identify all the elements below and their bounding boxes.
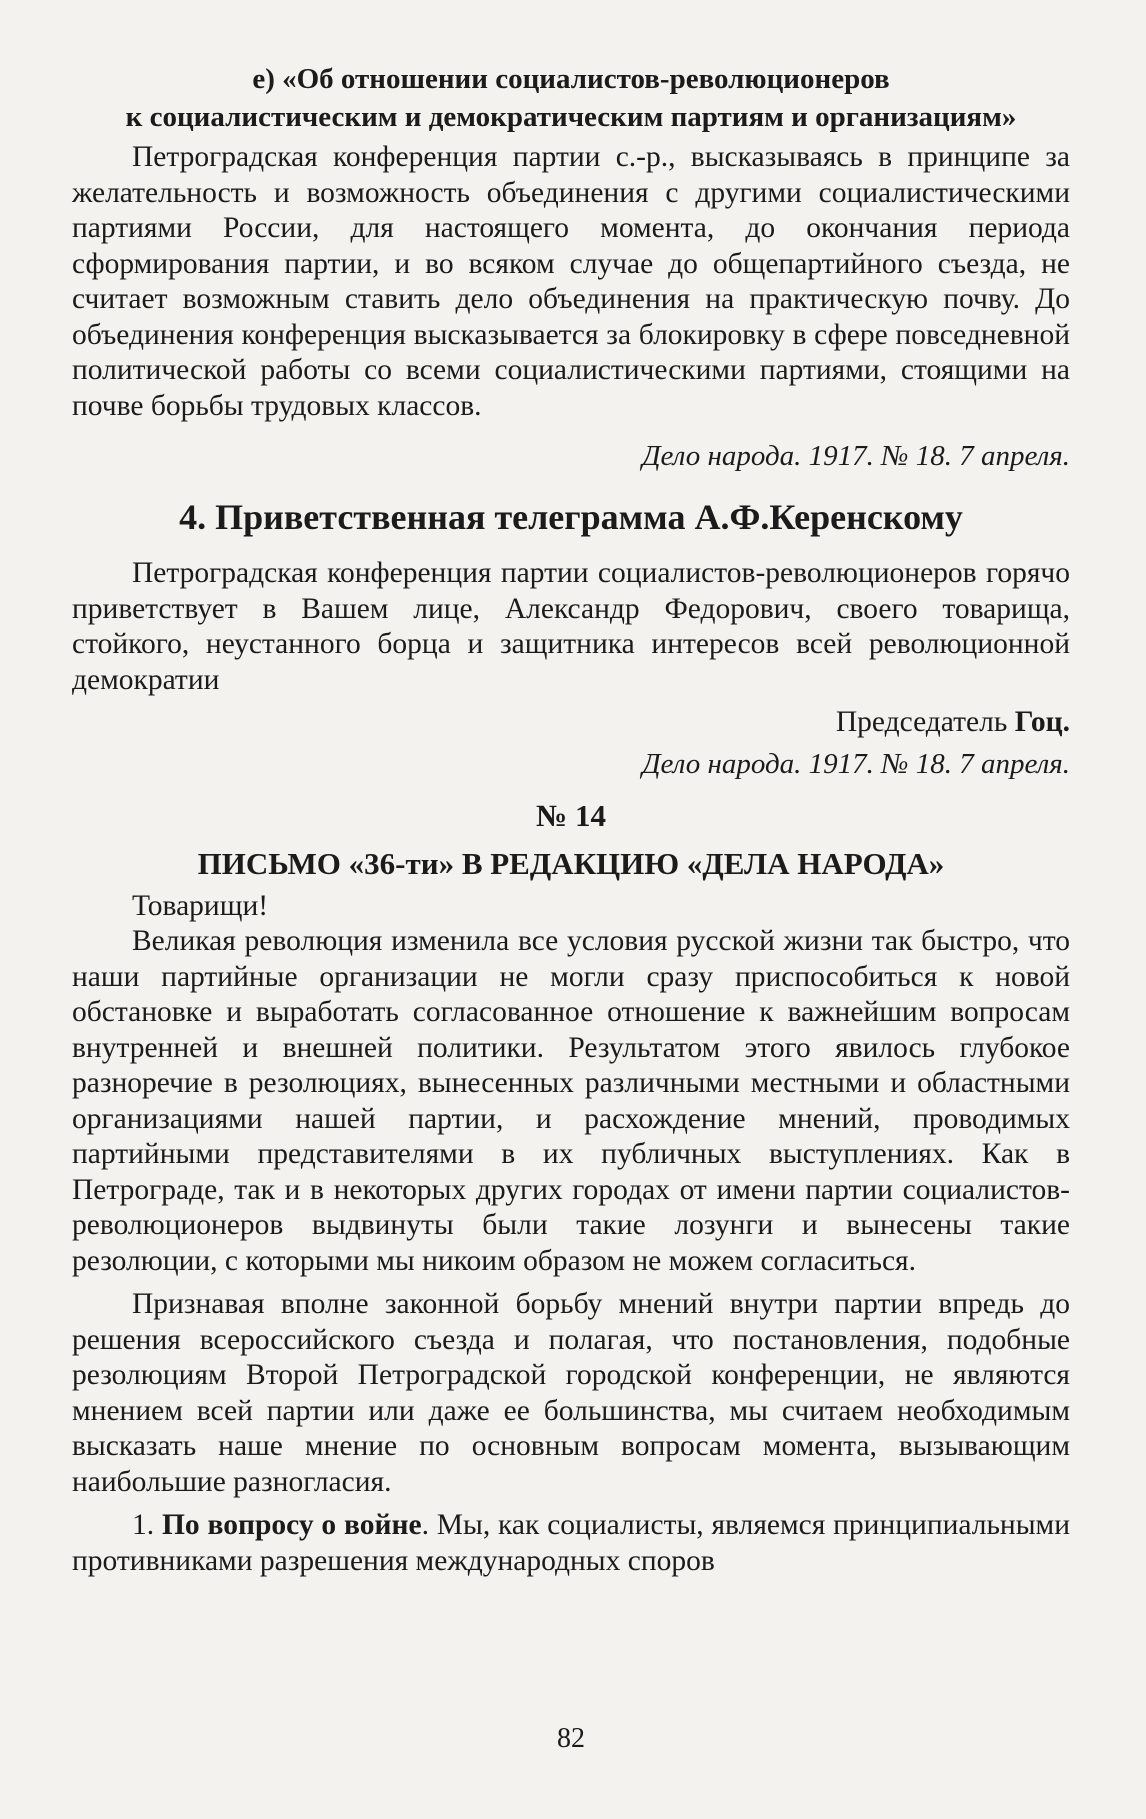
letter-paragraph-1: Великая революция изменила все условия русской жизни так быстро, что наши партийные организации не могли сразу приспособиться к новой обстановке и выработать согласованное отношение к важнейшим вопросам внутренней и внешней политики. Результатом этого явилось глубокое разноречие в резолюциях, вынесенных различными местными и областными организациями нашей партии, и расхождение мнений, проводимых партийными представителями в их публичных выступлениях. Как в Петрограде, так и в некоторых других городах от имени партии социалистов-революционеров выдвинуты были такие лозунги и вынесены такие резолюции, с которыми мы никоим образом не можем согласиться. (72, 925, 1070, 1277)
signature-name: Гоц. (1014, 706, 1070, 738)
paragraph-3-bold-lead: По вопросу о войне (161, 1509, 422, 1541)
letter-paragraph-2: Признавая вполне законной борьбу мнений внутри партии впредь до решения всероссийского съезда и полагая, что постановления, подобные резолюциям Второй Петроградской городской конференции, не являются мнением всей партии или даже ее большинства, мы считаем необходимым высказать наше мнение по основным вопросам момента, вызывающим наибольшие разногласия. (72, 1288, 1070, 1498)
paragraph-3-number: 1. (132, 1509, 162, 1541)
document-title: ПИСЬМО «36-ти» В РЕДАКЦИЮ «ДЕЛА НАРОДА» (197, 846, 945, 881)
letter-greeting: Товарищи! (132, 890, 269, 922)
paragraph-3-text: . Мы, как социалисты, являемся принципиальными противниками разрешения международных споров (72, 1509, 1070, 1577)
section-e-body: Петроградская конференция партии с.-р., высказываясь в принципе за желательность и возможность объединения с другими социалистическими партиями России, для настоящего момента, до окончания периода сформирования партии, и во всяком случае до общепартийного съезда, не считает возможным ставить дело объединения на практическую почву. До объединения конференция высказывается за блокировку в сфере повседневной политической работы со всеми социалистическими партиями, стоящими на почве борьбы трудовых классов. (72, 141, 1070, 422)
signature-role: Председатель (835, 706, 1015, 738)
document-number: № 14 (536, 798, 606, 833)
section-e-heading-line2: к социалистическим и демократическим партиям и организациям» (125, 101, 1017, 133)
document-page (72, 60, 1070, 1780)
section-4-body: Петроградская конференция партии социалистов-революционеров горячо приветствует в Вашем лице, Александр Федорович, своего товарища, стойкого, неустанного борца и защитника интересов всей революционной демократии (72, 557, 1070, 696)
section-4-heading: 4. Приветственная телеграмма А.Ф.Керенскому (179, 497, 963, 537)
page-number: 82 (557, 1723, 585, 1754)
letter-paragraph-3 (72, 1508, 1070, 1579)
section-e-source: Дело народа. 1917. № 18. 7 апреля. (642, 440, 1070, 472)
section-4-signature (72, 704, 1070, 740)
section-e-heading-line1: е) «Об отношении социалистов-революционеров (252, 63, 890, 95)
section-e-heading (72, 60, 1070, 136)
section-4-source: Дело народа. 1917. № 18. 7 апреля. (642, 748, 1070, 780)
